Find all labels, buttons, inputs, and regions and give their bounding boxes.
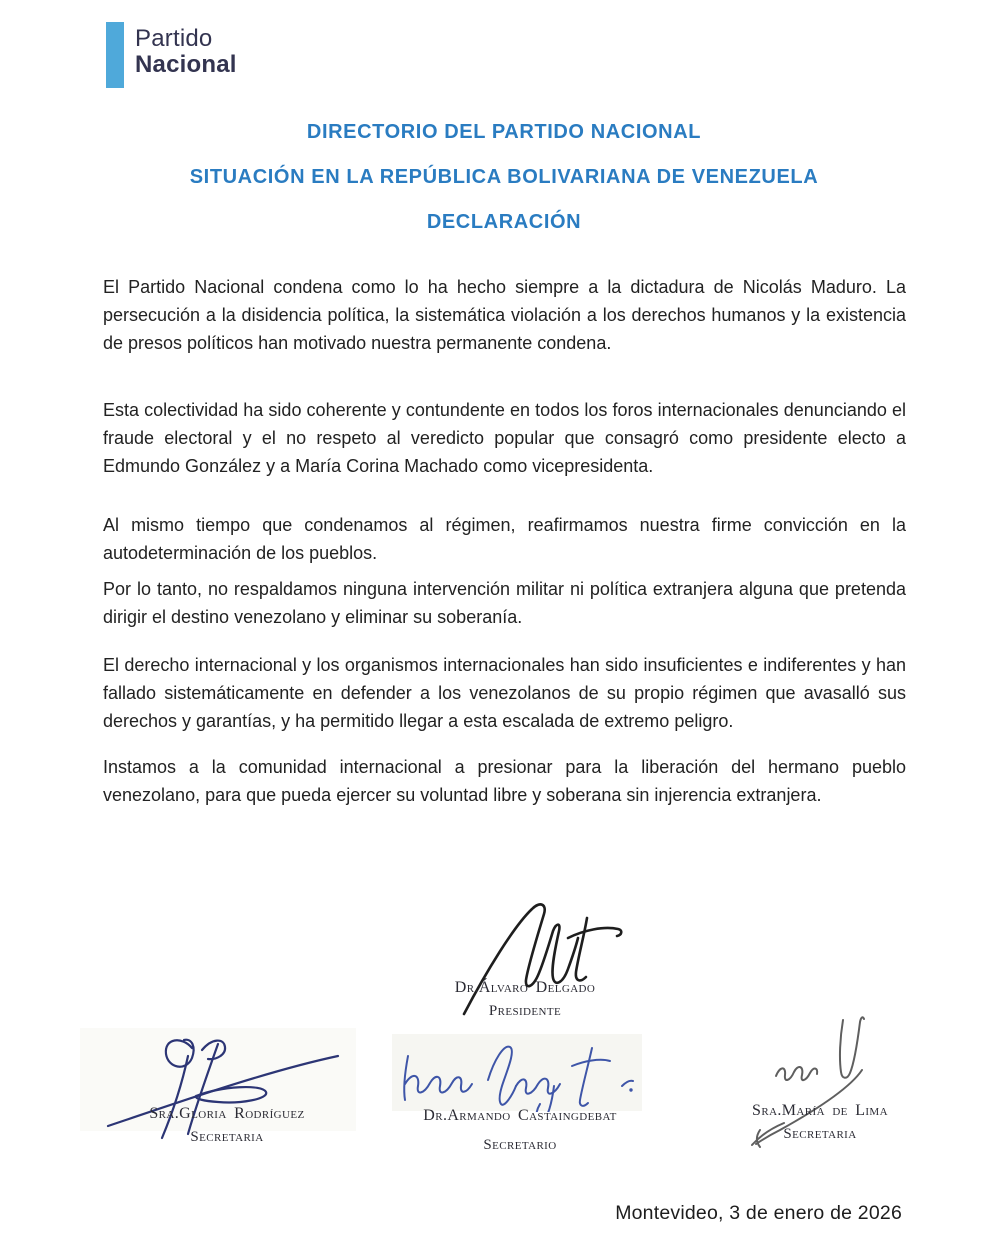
president-signature-block	[430, 978, 620, 1021]
document-body	[103, 273, 906, 809]
document-headings	[0, 121, 1008, 256]
logo-text	[135, 22, 237, 88]
secretary-3-title: Secretaria	[783, 1126, 857, 1142]
body-paragraph: El Partido Nacional condena como lo ha hecho siempre a la dictadura de Nicolás Maduro. La persecución a la disidencia política, la sistemática violación a los derechos humanos y la existencia de presos políticos han motivado nuestra permanente condena.	[103, 277, 906, 353]
body-paragraph: Por lo tanto, no respaldamos ninguna intervención militar ni política extranjera alguna que pretenda dirigir el destino venezolano y eliminar su soberanía.	[103, 579, 906, 627]
secretary-3-name: Sra.María de Lima	[752, 1102, 888, 1119]
logo-word-nacional: Nacional	[135, 51, 237, 78]
body-paragraph: Esta colectividad ha sido coherente y contundente en todos los foros internacionales denunciando el fraude electoral y el no respeto al veredicto popular que consagró como presidente electo a Edmundo González y a María Corina Machado como vicepresidenta.	[103, 400, 906, 476]
president-title: Presidente	[488, 1003, 562, 1019]
dateline: Montevideo, 3 de enero de 2026	[615, 1202, 902, 1224]
heading-situacion: SITUACIÓN EN LA REPÚBLICA BOLIVARIANA DE VENEZUELA	[189, 166, 819, 188]
secretary-1-name: Sra.Gloria Rodríguez	[149, 1105, 305, 1122]
secretary-2-name: Dr.Armando Castaingdebat	[423, 1107, 617, 1124]
secretary-2-block	[388, 1106, 652, 1155]
president-name: Dr.Álvaro Delgado	[454, 979, 596, 996]
body-paragraph: Instamos a la comunidad internacional a presionar para la liberación del hermano pueblo venezolano, para que pueda ejercer su voluntad libre y soberana sin injerencia extranjera.	[103, 757, 906, 805]
logo-word-partido: Partido	[135, 25, 213, 52]
logo-blue-bar-icon	[106, 22, 124, 88]
secretary-2-title: Secretario	[483, 1137, 557, 1153]
body-paragraph: El derecho internacional y los organismos internacionales han sido insuficientes e indiferentes y han fallado sistemáticamente en defender a los venezolanos de su propio régimen que avasalló sus derechos y garantías, y ha permitido llegar a esta escalada de extremo peligro.	[103, 655, 906, 731]
secretary-1-block	[93, 1104, 361, 1147]
secretary-1-title: Secretaria	[190, 1129, 264, 1145]
heading-directorio: DIRECTORIO DEL PARTIDO NACIONAL	[306, 121, 702, 143]
secretary-2-signature-ink-icon	[396, 1036, 638, 1112]
secretary-3-block	[712, 1101, 928, 1144]
body-paragraph: Al mismo tiempo que condenamos al régimen, reafirmamos nuestra firme convicción en la autodeterminación de los pueblos.	[103, 515, 906, 563]
heading-declaracion: DECLARACIÓN	[426, 211, 582, 233]
partido-nacional-logo	[106, 22, 237, 88]
